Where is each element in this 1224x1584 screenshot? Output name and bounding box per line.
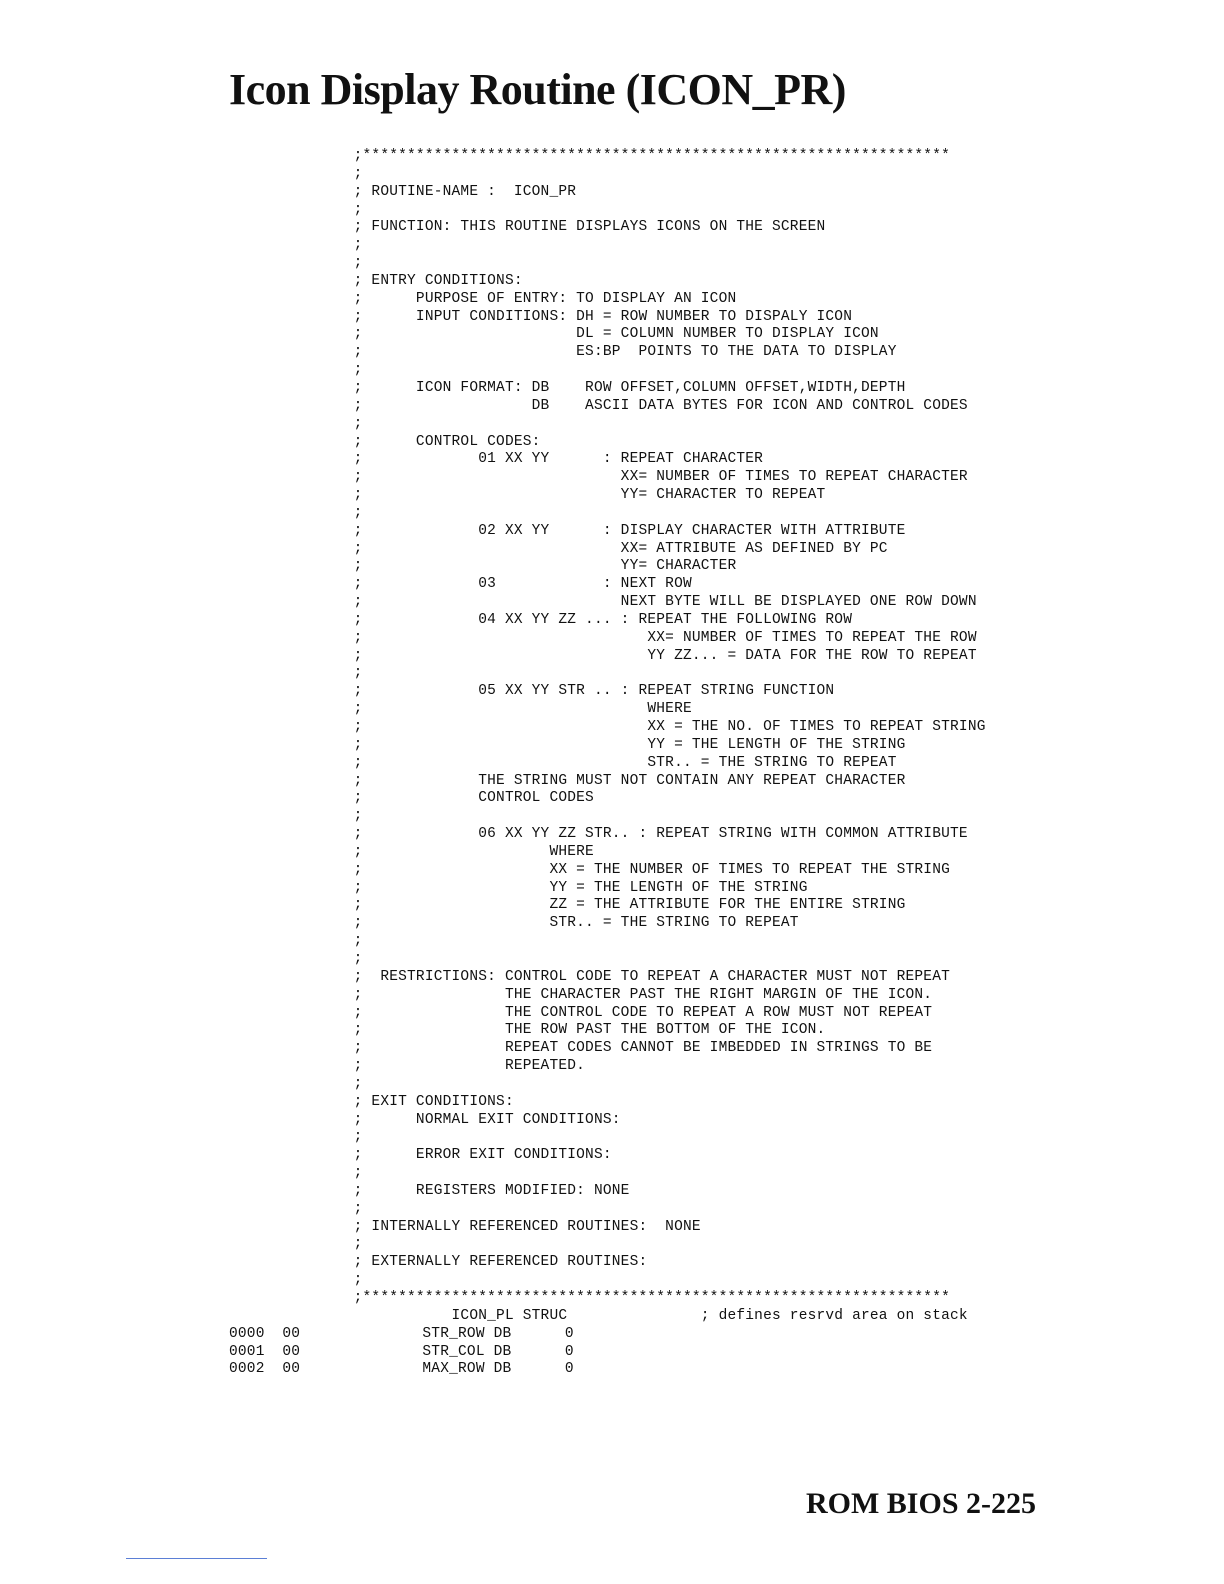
code-line: ; ERROR EXIT CONDITIONS: [229, 1147, 612, 1164]
code-line: ; THE STRING MUST NOT CONTAIN ANY REPEAT CHARACTER [229, 772, 906, 789]
code-line: ; [229, 1200, 363, 1217]
code-line: ; YY = THE LENGTH OF THE STRING [229, 879, 808, 896]
code-line: ; ES:BP POINTS TO THE DATA TO DISPLAY [229, 344, 897, 361]
code-line: ; NEXT BYTE WILL BE DISPLAYED ONE ROW DOWN [229, 594, 977, 611]
code-line: ; EXIT CONDITIONS: [229, 1093, 514, 1110]
code-text: MAX_ROW DB 0 [369, 1361, 574, 1378]
code-line [229, 1326, 986, 1344]
code-line: ; 01 XX YY : REPEAT CHARACTER [229, 451, 764, 468]
code-line: ; [229, 1236, 363, 1253]
code-text: STR_ROW DB 0 [369, 1325, 574, 1342]
code-line: ; RESTRICTIONS: CONTROL CODE TO REPEAT A CHARACTER MUST NOT REPEAT [229, 968, 951, 985]
code-line: ; NORMAL EXIT CONDITIONS: [229, 1111, 621, 1128]
code-line: ; CONTROL CODES: [229, 433, 541, 450]
code-line: ; [229, 950, 363, 967]
code-line: ; XX= ATTRIBUTE AS DEFINED BY PC [229, 540, 888, 557]
code-line: ; XX = THE NO. OF TIMES TO REPEAT STRING [229, 719, 986, 735]
code-line: ; [229, 362, 363, 379]
code-address: 0000 00 [229, 1325, 301, 1342]
code-line: ; ENTRY CONDITIONS: [229, 272, 523, 289]
page-footer: ROM BIOS 2-225 [805, 1487, 1036, 1520]
code-line: ; YY= CHARACTER TO REPEAT [229, 487, 826, 504]
code-address: 0002 00 [229, 1361, 301, 1378]
code-line: ; WHERE [229, 701, 692, 718]
code-line: ; XX = THE NUMBER OF TIMES TO REPEAT THE STRING [229, 861, 951, 878]
code-line: ; 04 XX YY ZZ ... : REPEAT THE FOLLOWING ROW [229, 611, 853, 628]
code-line: ; DB ASCII DATA BYTES FOR ICON AND CONTROL CODES [229, 397, 968, 414]
footer-rule [126, 1558, 267, 1559]
code-line: ; YY = THE LENGTH OF THE STRING [229, 736, 906, 753]
code-line: ; [229, 1165, 363, 1182]
code-line: ; ROUTINE-NAME : ICON_PR [229, 183, 577, 200]
code-line: ; XX= NUMBER OF TIMES TO REPEAT CHARACTER [229, 469, 968, 486]
code-line: ; YY ZZ... = DATA FOR THE ROW TO REPEAT [229, 647, 977, 664]
code-line: ; REPEAT CODES CANNOT BE IMBEDDED IN STRINGS TO BE [229, 1040, 933, 1057]
code-line: ; XX= NUMBER OF TIMES TO REPEAT THE ROW [229, 629, 977, 646]
code-line: ; [229, 504, 363, 521]
code-line [229, 1344, 986, 1362]
code-line: ; CONTROL CODES [229, 790, 594, 807]
code-line: ; [229, 1272, 363, 1289]
code-line: ; PURPOSE OF ENTRY: TO DISPLAY AN ICON [229, 290, 737, 307]
code-line: ICON_PL STRUC ; defines resrvd area on stack [229, 1307, 968, 1324]
code-line: ; REPEATED. [229, 1058, 586, 1075]
code-line: ; 02 XX YY : DISPLAY CHARACTER WITH ATTRIBUTE [229, 522, 906, 539]
code-line: ; WHERE [229, 843, 594, 860]
code-line: ; [229, 665, 363, 682]
code-line: ; THE CONTROL CODE TO REPEAT A ROW MUST NOT REPEAT [229, 1004, 933, 1021]
code-line: ; ZZ = THE ATTRIBUTE FOR THE ENTIRE STRING [229, 897, 906, 914]
code-line: ; 03 : NEXT ROW [229, 576, 692, 593]
code-line: ; EXTERNALLY REFERENCED ROUTINES: [229, 1254, 648, 1271]
code-line [229, 1361, 986, 1379]
code-line: ; YY= CHARACTER [229, 558, 737, 575]
code-line: ; [229, 1075, 363, 1092]
code-line: ; STR.. = THE STRING TO REPEAT [229, 754, 897, 771]
assembly-listing [229, 148, 986, 1379]
code-line: ; ICON FORMAT: DB ROW OFFSET,COLUMN OFFSET,WIDTH,DEPTH [229, 379, 906, 396]
code-line: ; REGISTERS MODIFIED: NONE [229, 1182, 630, 1199]
code-line: ; [229, 415, 363, 432]
code-line: ; INPUT CONDITIONS: DH = ROW NUMBER TO DISPALY ICON [229, 308, 853, 325]
code-line: ; STR.. = THE STRING TO REPEAT [229, 915, 799, 932]
code-line: ; THE ROW PAST THE BOTTOM OF THE ICON. [229, 1022, 826, 1039]
code-line: ; 06 XX YY ZZ STR.. : REPEAT STRING WITH COMMON ATTRIBUTE [229, 826, 968, 843]
code-line: ; [229, 808, 363, 825]
code-line: ; [229, 933, 363, 950]
code-line: ; [229, 201, 363, 218]
code-line: ; INTERNALLY REFERENCED ROUTINES: NONE [229, 1218, 701, 1235]
code-address: 0001 00 [229, 1343, 301, 1360]
code-line: ; [229, 1129, 363, 1146]
code-line: ; THE CHARACTER PAST THE RIGHT MARGIN OF THE ICON. [229, 986, 933, 1003]
code-line: ; FUNCTION: THIS ROUTINE DISPLAYS ICONS ON THE SCREEN [229, 219, 826, 236]
code-line: ;****************************************************************** [229, 1290, 951, 1306]
code-text: STR_COL DB 0 [369, 1343, 574, 1360]
code-line: ;****************************************************************** [229, 148, 951, 164]
code-line: ; [229, 255, 363, 272]
code-line: ; DL = COLUMN NUMBER TO DISPLAY ICON [229, 326, 879, 343]
page-title: Icon Display Routine (ICON_PR) [229, 65, 846, 114]
code-line: ; 05 XX YY STR .. : REPEAT STRING FUNCTION [229, 683, 835, 700]
code-line: ; [229, 165, 363, 182]
code-line: ; [229, 237, 363, 254]
